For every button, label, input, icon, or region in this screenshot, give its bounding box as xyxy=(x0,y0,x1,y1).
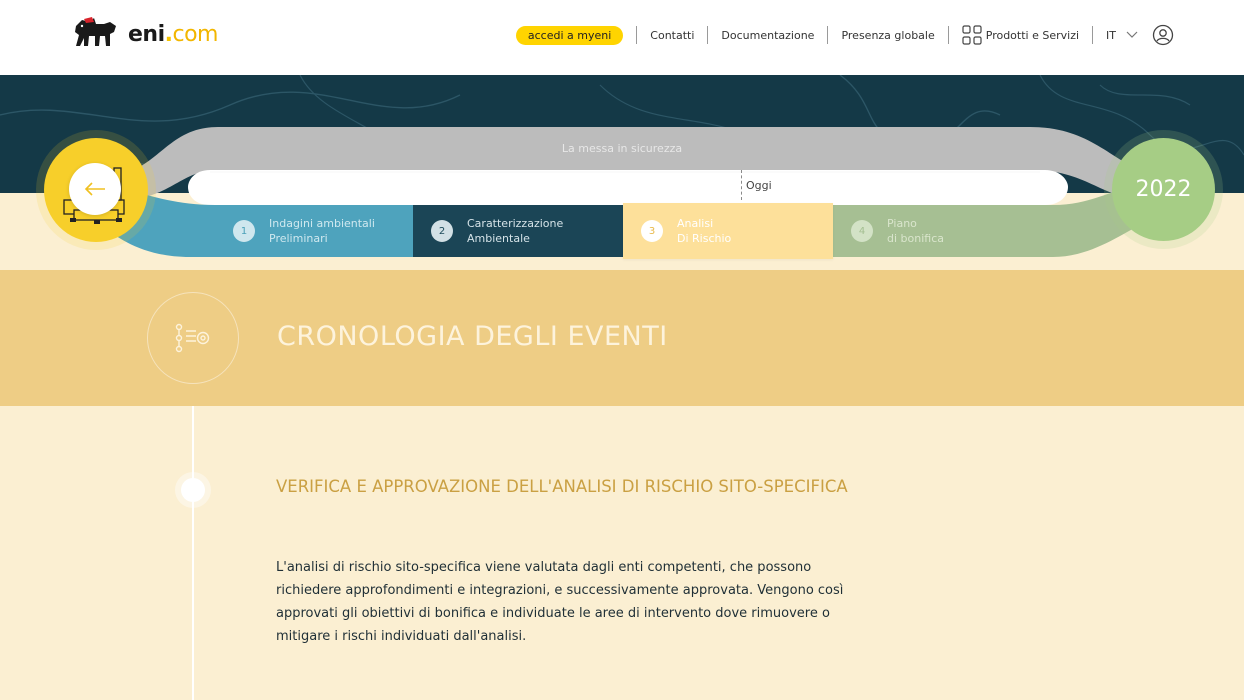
language-label: IT xyxy=(1106,28,1116,42)
step-analisi-di-rischio-active[interactable] xyxy=(623,203,833,259)
track-title: La messa in sicurezza xyxy=(561,142,683,155)
step-indagini-ambientali[interactable] xyxy=(215,205,413,257)
step-label: Caratterizzazione Ambientale xyxy=(467,217,564,245)
step-label: Piano di bonifica xyxy=(887,217,944,245)
step-label: Analisi Di Rischio xyxy=(677,217,732,245)
nav-link-contatti[interactable]: Contatti xyxy=(650,28,695,42)
timeline-vertical-line xyxy=(192,406,194,700)
step-number: 2 xyxy=(431,220,453,242)
year-badge: 2022 xyxy=(1112,138,1215,241)
event-title: VERIFICA E APPROVAZIONE DELL'ANALISI DI RISCHIO SITO-SPECIFICA xyxy=(276,477,848,496)
event-description: L'analisi di rischio sito-specifica viene valutata dagli enti competenti, che possono richiedere approfondimenti e integrazioni, e successivamente approvata. Vengono così approvati gli obiettivi di bonifica e individuate le aree di intervento dove rimuovere o mitigare i rischi individuati dall'analisi. xyxy=(276,560,844,644)
step-number: 4 xyxy=(851,220,873,242)
prodotti-label: Prodotti e Servizi xyxy=(985,28,1080,42)
timeline-dot xyxy=(181,478,205,502)
nav-link-documentazione[interactable]: Documentazione xyxy=(721,28,815,42)
logo-wordmark: eni.com xyxy=(128,21,218,47)
step-number: 1 xyxy=(233,220,255,242)
nav-link-presenza-globale[interactable]: Presenza globale xyxy=(841,28,935,42)
myeni-button[interactable]: accedi a myeni xyxy=(516,26,623,45)
arrow-left-icon xyxy=(84,181,106,197)
today-marker xyxy=(741,170,742,200)
step-piano-di-bonifica[interactable] xyxy=(833,205,1053,257)
back-arrow-button[interactable] xyxy=(69,163,121,215)
step-number: 3 xyxy=(641,220,663,242)
section-title: CRONOLOGIA DEGLI EVENTI xyxy=(277,321,668,352)
today-label: Oggi xyxy=(746,179,772,192)
step-label: Indagini ambientali Preliminari xyxy=(269,217,375,245)
step-caratterizzazione-ambientale[interactable] xyxy=(413,205,623,257)
track-today-bar xyxy=(188,170,1068,205)
timeline-list-icon xyxy=(147,292,239,384)
